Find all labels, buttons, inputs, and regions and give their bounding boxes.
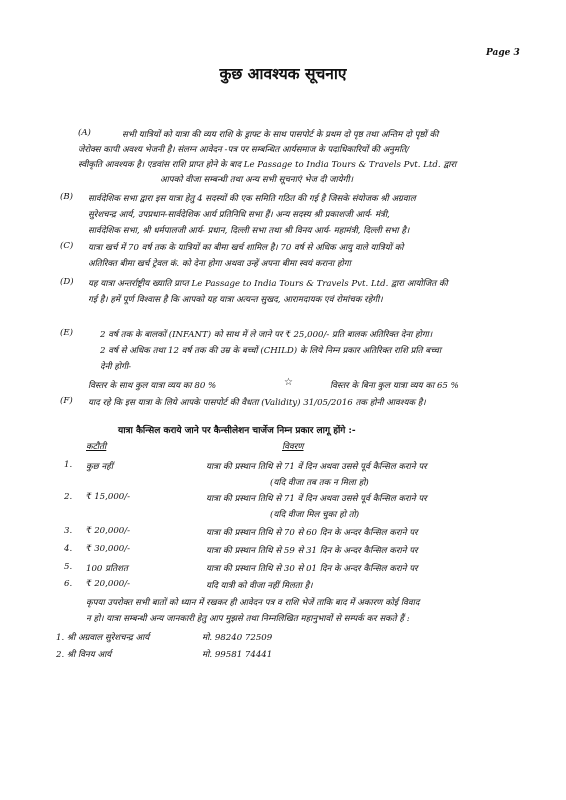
section-e-line-3: देनी होगी- — [100, 362, 132, 372]
section-a-line-3: स्वीकृति आवश्यक है। एडवांस राशि प्राप्त होने के बाद Le Passage to India Tours & Travels Pvt. Ltd. द्वारा — [78, 160, 457, 170]
closing-line-1: कृपया उपरोक्त सभी बातों को ध्यान में रखकर ही आवेदन पत्र व राशि भेजें ताकि बाद में अकारण कोई विवाद — [86, 598, 420, 608]
row-3-num: 3. — [64, 526, 73, 536]
row-6-num: 6. — [64, 579, 73, 589]
section-f-label: (F) — [60, 396, 73, 406]
row-1-num: 1. — [64, 460, 73, 470]
row-4-amount: ₹ 30,000/- — [86, 544, 131, 554]
row-2-detail: यात्रा की प्रस्थान तिथि से 71 वें दिन अथवा उससे पूर्व कैन्सिल कराने पर — [206, 494, 427, 504]
section-b-label: (B) — [60, 192, 74, 202]
section-a-line-2: जेरोक्स कापी अवश्य भेजनी है। संलग्न आवेदन -पत्र पर सम्बन्धित आर्यसमाज के पदाधिकारियों की अनुमति/ — [78, 145, 410, 155]
row-5-num: 5. — [64, 562, 73, 572]
section-c-line-2: अतिरिक्त बीमा खर्च ट्रेवल कं. को देना होगा अथवा उन्हें अपना बीमा स्वयं कराना होगा — [88, 259, 351, 269]
row-1-note: (यदि वीजा तब तक न मिला हो) — [270, 478, 369, 488]
row-2-amount: ₹ 15,000/- — [86, 492, 131, 502]
section-b-line-1: सार्वदेशिक सभा द्वारा इस यात्रा हेतु 4 सदस्यों की एक समिति गठित की गई है जिसके संयोजक श्री अग्रवाल — [88, 194, 416, 204]
page-title: कुछ आवश्यक सूचनाए — [219, 64, 347, 83]
section-d-line-2: गई है। हमें पूर्ण विश्वास है कि आपको यह यात्रा अत्यन्त सुखद, आरामदायक एवं रोमांचक रहेगी। — [88, 295, 383, 305]
row-6-detail: यदि यात्री को वीजा नहीं मिलता है। — [206, 581, 313, 591]
page-number: Page 3 — [486, 48, 520, 58]
section-b-line-2: सुरेशचन्द्र आर्य, उपप्रधान-सार्वदेशिक आर्य प्रतिनिधि सभा हैं। अन्य सदस्य श्री प्रकाशजी आर्य- मंत्री, — [88, 210, 390, 220]
section-a-label: (A) — [78, 128, 91, 138]
section-f-text: याद रहे कि इस यात्रा के लिये आपके पासपोर्ट की वैधता (Validity) 31/05/2016 तक होनी आवश्यक है। — [88, 398, 426, 408]
contact-1-phone: मो. 98240 72509 — [202, 633, 273, 643]
section-a-line-4: आपको वीजा सम्बन्धी तथा अन्य सभी सूचनाएं भेज दी जायेगी। — [160, 175, 353, 185]
row-2-num: 2. — [64, 492, 73, 502]
child-without-bed-rate: विस्तर के बिना कुल यात्रा व्यय का 65 % — [330, 381, 459, 391]
section-e-line-2: 2 वर्ष से अधिक तथा 12 वर्ष तक की उम्र के बच्चों (CHILD) के लिये निम्न प्रकार अतिरिक्त राशि प्रति बच्चा — [100, 346, 442, 356]
row-3-detail: यात्रा की प्रस्थान तिथि से 70 से 60 दिन के अन्दर कैन्सिल कराने पर — [206, 528, 418, 538]
star-icon: ☆ — [284, 377, 293, 388]
contact-1-name: 1. श्री अग्रवाल सुरेशचन्द्र आर्य — [56, 633, 150, 643]
row-5-detail: यात्रा की प्रस्थान तिथि से 30 से 01 दिन के अन्दर कैन्सिल कराने पर — [206, 564, 418, 574]
row-1-detail: यात्रा की प्रस्थान तिथि से 71 वें दिन अथवा उससे पूर्व कैन्सिल कराने पर — [206, 462, 427, 472]
child-with-bed-rate: विस्तर के साथ कुल यात्रा व्यय का 80 % — [88, 381, 217, 391]
row-5-amount: 100 प्रतिशत — [86, 564, 128, 574]
section-a-line-1: सभी यात्रियों को यात्रा की व्यय राशि के ड्राफ्ट के साथ पासपोर्ट के प्रथम दो पृष्ठ तथा अन्तिम दो पृष्ठों की — [122, 130, 439, 140]
row-4-num: 4. — [64, 544, 73, 554]
section-e-label: (E) — [60, 328, 73, 338]
column-details-header: विवरण — [282, 442, 304, 452]
row-6-amount: ₹ 20,000/- — [86, 579, 131, 589]
row-2-note: (यदि वीजा मिल चुका हो तो) — [270, 510, 360, 520]
row-1-amount: कुछ नहीं — [86, 462, 113, 472]
section-d-line-1: यह यात्रा अन्तर्राष्ट्रीय ख्याति प्राप्त Le Passage to India Tours & Travels Pvt. Ltd. द्वारा आयोजित की — [88, 279, 448, 289]
section-e-line-1: 2 वर्ष तक के बालकों (INFANT) को साथ में ले जाने पर ₹ 25,000/- प्रति बालक अतिरिक्त देना होगा। — [100, 330, 433, 340]
contact-2-name: 2. श्री विनय आर्य — [56, 650, 112, 660]
section-c-label: (C) — [60, 241, 74, 251]
cancellation-heading: यात्रा कैन्सिल कराये जाने पर कैन्सीलेशन चार्जेज निम्न प्रकार लागू होंगे :- — [118, 426, 356, 436]
row-3-amount: ₹ 20,000/- — [86, 526, 131, 536]
section-b-line-3: सार्वदेशिक सभा, श्री धर्मपालजी आर्य- प्रधान, दिल्ली सभा तथा श्री विनय आर्य- महामंत्री, दिल्ली सभा है। — [88, 226, 410, 236]
closing-line-2: न हो। यात्रा सम्बन्धी अन्य जानकारी हेतु आप मुझसे तथा निम्नलिखित महानुभावों से सम्पर्क कर सकते हैं : — [86, 614, 410, 624]
contact-2-phone: मो. 99581 74441 — [202, 650, 273, 660]
section-c-line-1: यात्रा खर्च में 70 वर्ष तक के यात्रियों का बीमा खर्च शामिल है। 70 वर्ष से अधिक आयु वाले यात्रियों को — [88, 243, 404, 253]
section-d-label: (D) — [60, 277, 74, 287]
row-4-detail: यात्रा की प्रस्थान तिथि से 59 से 31 दिन के अन्दर कैन्सिल कराने पर — [206, 546, 418, 556]
column-deduction-header: कटौती — [86, 442, 107, 452]
